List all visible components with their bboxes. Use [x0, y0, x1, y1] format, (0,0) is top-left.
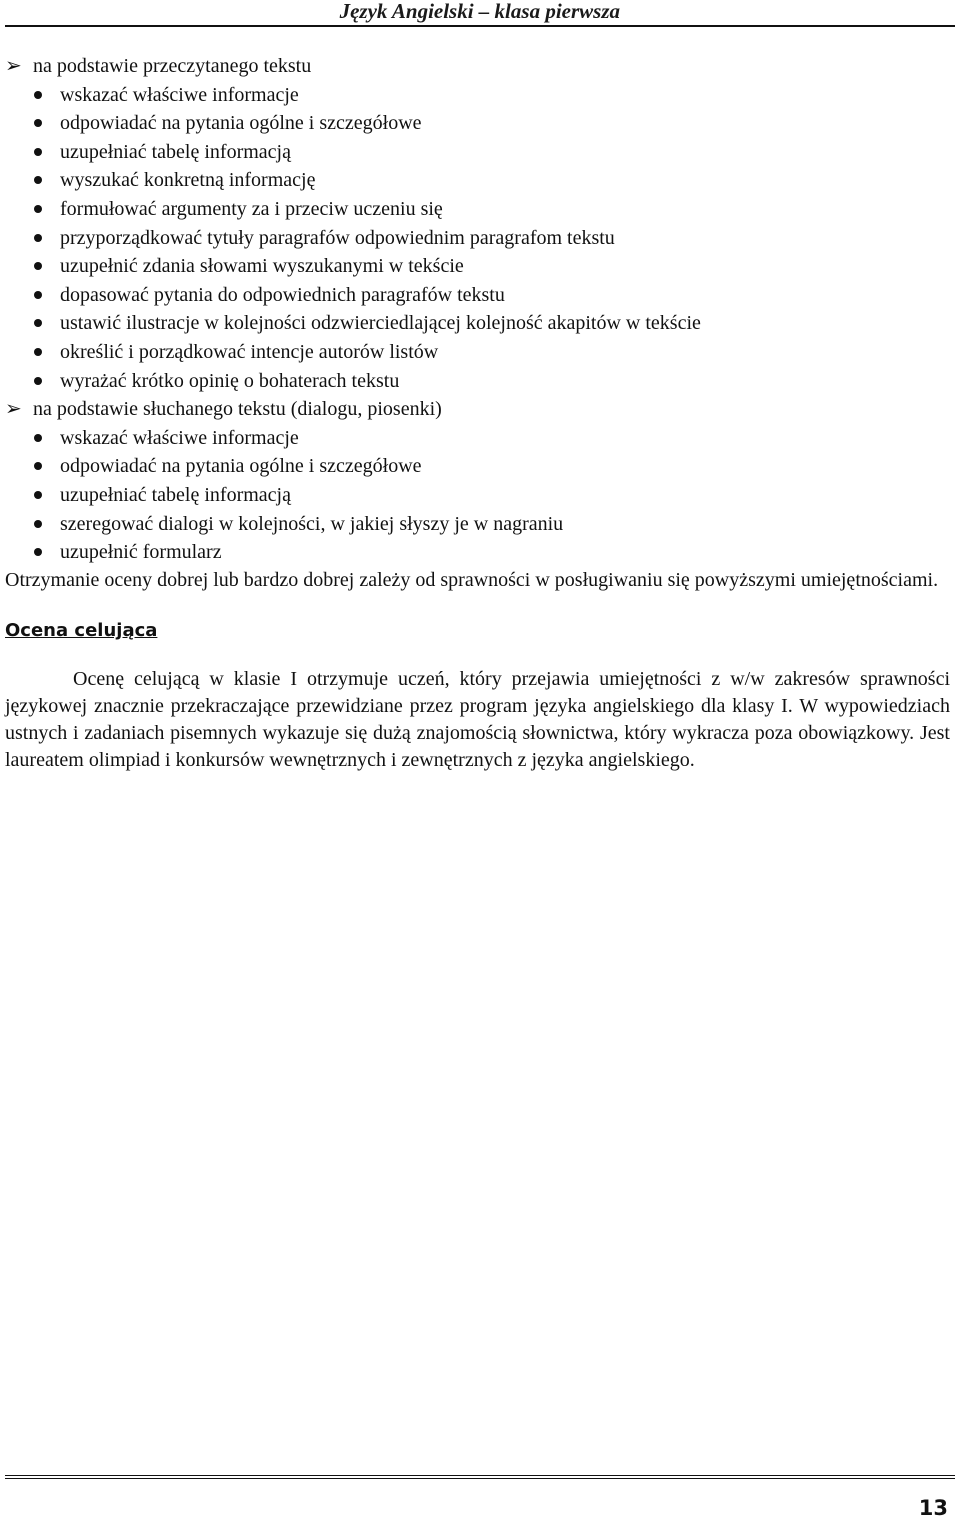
list-item: [5, 195, 950, 224]
list-item-text: formułować argumenty za i przeciw uczeniu się: [60, 197, 443, 220]
celujaca-paragraph: Ocenę celującą w klasie I otrzymuje uczeń, który przejawia umiejętności z w/w zakresów sprawności językowej znacznie przekraczające przewidziane przez program języka angielskiego dla klasy I. W wypowiedziach ustnych i zadaniach pisemnych wykazuje się dużą znajomością słownictwa, który wykracza poza obowiązkowy. Jest laureatem olimpiad i konkursów wewnętrznych i zewnętrznych z języka angielskiego.: [5, 667, 950, 771]
list-item: [5, 224, 950, 253]
list-item-text: odpowiadać na pytania ogólne i szczegółowe: [60, 112, 422, 135]
round-bullet-icon: [34, 377, 42, 385]
list-item: [5, 510, 950, 539]
round-bullet-icon: [34, 91, 42, 99]
round-bullet-icon: [34, 234, 42, 242]
arrow-bullet-icon: ➢: [5, 55, 22, 77]
section-heading-celujaca: Ocena celująca: [5, 619, 158, 641]
list-item-text: wyrażać krótko opinię o bohaterach tekstu: [60, 369, 400, 392]
list-item: [5, 81, 950, 110]
list-item-text: wskazać właściwe informacje: [60, 426, 299, 449]
list-item: [5, 367, 950, 396]
list-item: [5, 452, 950, 481]
list-item: [5, 166, 950, 195]
footer-divider: [5, 1475, 955, 1479]
arrow-bullet-icon: ➢: [5, 398, 22, 421]
list-item: [5, 309, 950, 338]
round-bullet-icon: [34, 262, 42, 270]
list-item: [5, 281, 950, 310]
round-bullet-icon: [34, 205, 42, 213]
reading-skills-list: [5, 81, 950, 396]
list-item: [5, 481, 950, 510]
list-item-text: szeregować dialogi w kolejności, w jakiej słyszy je w nagraniu: [60, 512, 564, 535]
round-bullet-icon: [34, 348, 42, 356]
list-item-text: uzupełnić formularz: [60, 541, 222, 564]
round-bullet-icon: [34, 148, 42, 156]
round-bullet-icon: [34, 462, 42, 470]
round-bullet-icon: [34, 520, 42, 528]
list-item-text: przyporządkować tytuły paragrafów odpowiednim paragrafom tekstu: [60, 226, 615, 249]
round-bullet-icon: [34, 319, 42, 327]
listening-skills-list: [5, 424, 950, 567]
list-item-text: wyszukać konkretną informację: [60, 169, 316, 192]
list-item-text: dopasować pytania do odpowiednich paragrafów tekstu: [60, 283, 505, 306]
list-item-text: określić i porządkować intencje autorów listów: [60, 340, 439, 363]
page-header-title: Język Angielski – klasa pierwsza: [339, 0, 620, 23]
listening-intro-text: na podstawie słuchanego tekstu (dialogu, piosenki): [33, 398, 442, 421]
list-item: [5, 138, 950, 167]
summary-paragraph: Otrzymanie oceny dobrej lub bardzo dobrej zależy od sprawności w posługiwaniu się powyższymi umiejętnościami.: [5, 568, 939, 591]
list-item-text: odpowiadać na pytania ogólne i szczegółowe: [60, 455, 422, 478]
round-bullet-icon: [34, 176, 42, 184]
round-bullet-icon: [34, 491, 42, 499]
list-item-text: uzupełniać tabelę informacją: [60, 140, 291, 163]
page-number: 13: [918, 1496, 948, 1520]
reading-intro-text: na podstawie przeczytanego tekstu: [33, 55, 312, 77]
list-item-text: wskazać właściwe informacje: [60, 83, 299, 106]
list-item: [5, 109, 950, 138]
list-item: [5, 538, 950, 567]
list-item: [5, 424, 950, 453]
round-bullet-icon: [34, 434, 42, 442]
round-bullet-icon: [34, 119, 42, 127]
reading-section-intro: [5, 52, 950, 81]
list-item-text: uzupełnić zdania słowami wyszukanymi w tekście: [60, 255, 464, 278]
round-bullet-icon: [34, 291, 42, 299]
list-item: [5, 338, 950, 367]
list-item-text: ustawić ilustracje w kolejności odzwierciedlającej kolejność akapitów w tekście: [60, 312, 701, 335]
listening-section-intro: [5, 395, 950, 424]
list-item: [5, 252, 950, 281]
list-item-text: uzupełniać tabelę informacją: [60, 483, 291, 506]
header-divider: [5, 25, 955, 27]
document-body: [5, 52, 950, 774]
round-bullet-icon: [34, 548, 42, 556]
